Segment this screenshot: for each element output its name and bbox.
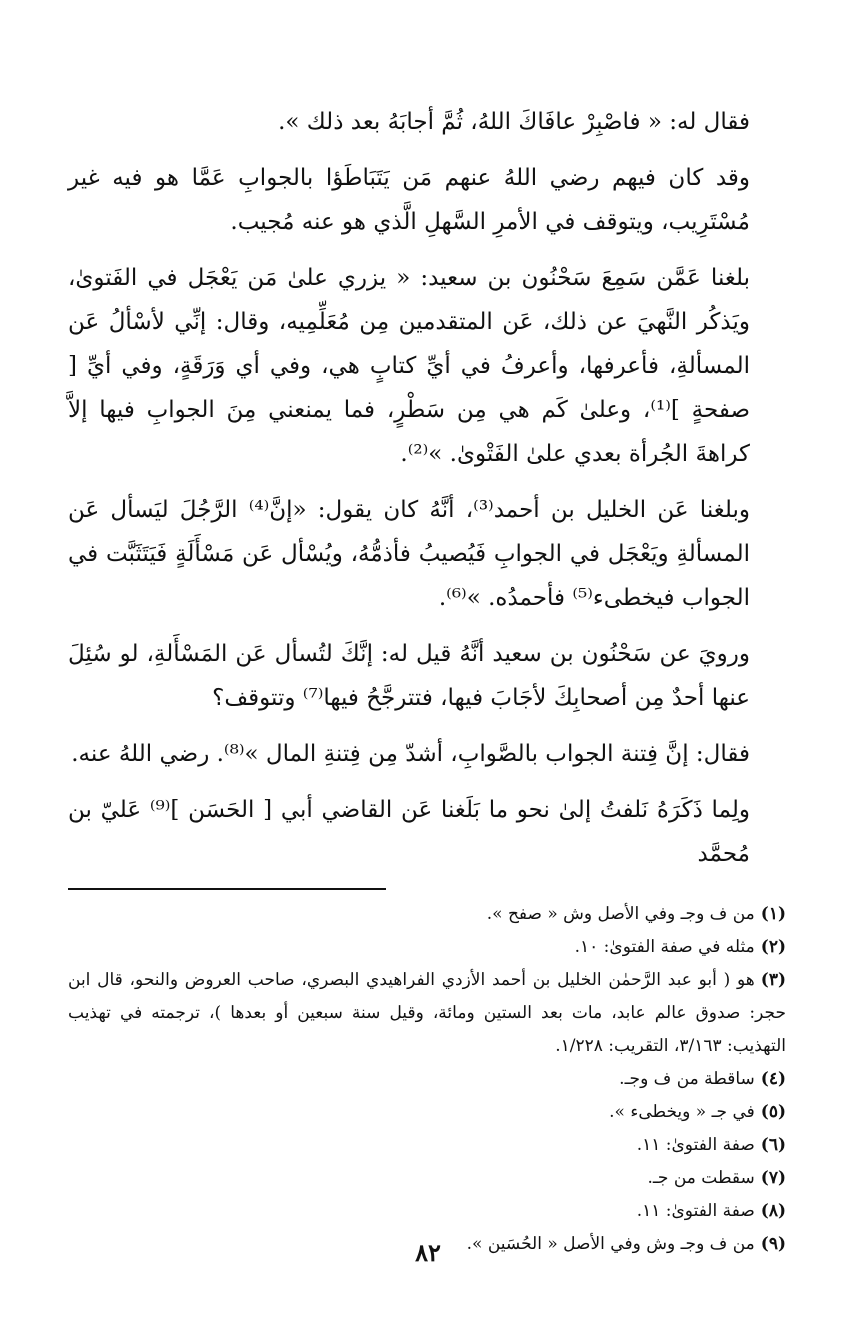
footnote-text: من ف وجـ وش وفي الأصل « الحُسَين ».: [466, 1234, 755, 1254]
footnote: [68, 1096, 786, 1129]
footnote-text: صفة الفتوىٰ: ١١.: [636, 1201, 755, 1221]
footnote-text: ساقطة من ف وجـ.: [619, 1069, 755, 1089]
footnote-number: (٤): [760, 1069, 786, 1089]
footnote-number: (٧): [760, 1168, 786, 1188]
footnote-text: مثله في صفة الفتوىٰ: ١٠.: [574, 937, 755, 957]
page-content: [68, 100, 786, 1261]
footnote: [68, 1129, 786, 1162]
paragraph: وبلغنا عَن الخليل بن أحمد⁽³⁾، أنَّهُ كان يقول: «إنَّ⁽⁴⁾ الرَّجُلَ ليَسأل عَن المسألةِ ويَعْجَل في الجوابِ فَيُصيبُ فأذمُّهُ، ويُسْأل عَن مَسْأَلَةٍ فَيَتَثَبَّت في الجواب فيخطىء⁽⁵⁾ فأحمدُه. »⁽⁶⁾.: [68, 497, 750, 611]
paragraph: وقد كان فيهم رضي اللهُ عنهم مَن يَتَبَاطَؤا بالجوابِ عَمَّا هو فيه غير مُسْتَرِيب، ويتوقف في الأمرِ السَّهلِ الَّذي هو عنه مُجيب.: [68, 165, 750, 235]
paragraph: بلغنا عَمَّن سَمِعَ سَحْنُون بن سعيد: « يزري علىٰ مَن يَعْجَل في الفَتوىٰ، ويَذكُر النَّهيَ عن ذلك، عَن المتقدمين مِن مُعَلِّمِيه، وقال: إنِّي لأسْألُ عَن المسألةِ، فأعرفها، وأعرفُ في أيِّ كتابٍ هي، وفي أي وَرَقَةٍ، وفي أيِّ [ صفحةٍ ]⁽¹⁾، وعلىٰ كَم هي مِن سَطْرٍ، فما يمنعني مِنَ الجوابِ فيها إلاَّ كراهةَ الجُرأة بعدي علىٰ الفَتْوىٰ. »⁽²⁾.: [68, 265, 750, 467]
paragraph: فقال له: « فاصْبِرْ عافَاكَ اللهُ، ثُمَّ أجابَهُ بعد ذلك ».: [278, 109, 750, 135]
footnote: [68, 898, 786, 931]
footnote-text: صفة الفتوىٰ: ١١.: [636, 1135, 755, 1155]
paragraph: ورويَ عن سَحْنُون بن سعيد أنَّهُ قيل له: إنَّكَ لتُسأل عَن المَسْأَلةِ، لو سُئِلَ عنها أحدٌ مِن أصحابِكَ لأجَابَ فيها، فتترجَّحُ فيها⁽⁷⁾ وتتوقف؟: [68, 641, 750, 711]
paragraph: فقال: إنَّ فِتنة الجواب بالصَّوابِ، أشدّ مِن فِتنةِ المال »⁽⁸⁾. رضي اللهُ عنه.: [71, 741, 750, 767]
footnote-number: (١): [760, 904, 786, 924]
footnote-number: (٨): [760, 1201, 786, 1221]
footnote-number: (٣): [760, 970, 786, 990]
page-number: ٨٢: [415, 1238, 441, 1267]
footnote: [68, 964, 786, 1063]
footnote-number: (٦): [760, 1135, 786, 1155]
footnote-divider: [68, 888, 386, 890]
footnote: [68, 931, 786, 964]
footnote: [68, 1195, 786, 1228]
footnote-text: من ف وجـ وفي الأصل وش « صفح ».: [486, 904, 755, 924]
footnote-number: (٢): [760, 937, 786, 957]
paragraph: ولِما ذَكَرَهُ نَلفتُ إلىٰ نحو ما بَلَغنا عَن القاضي أبي [ الحَسَن ]⁽⁹⁾ عَليّ بن مُحمَّد: [68, 797, 750, 867]
footnote-number: (٩): [760, 1234, 786, 1254]
footnote-number: (٥): [760, 1102, 786, 1122]
footnote-text: سقطت من جـ.: [647, 1168, 755, 1188]
footnote: [68, 1063, 786, 1096]
footnote: [68, 1162, 786, 1195]
footnote-text: هو ( أبو عبد الرَّحمٰن الخليل بن أحمد الأزدي الفراهيدي البصري، صاحب العروض والنحو، قال ابن حجر: صدوق عالم عابد، مات بعد الستين ومائة، وقيل سنة سبعين أو بعدها )، ترجمته في تهذيب التهذيب: ٣/١٦٣، التقريب: ١/٢٢٨.: [68, 970, 786, 1056]
footnote-text: في جـ « ويخطىء ».: [609, 1102, 755, 1122]
footnotes: [68, 898, 786, 1261]
main-text: [68, 100, 786, 876]
